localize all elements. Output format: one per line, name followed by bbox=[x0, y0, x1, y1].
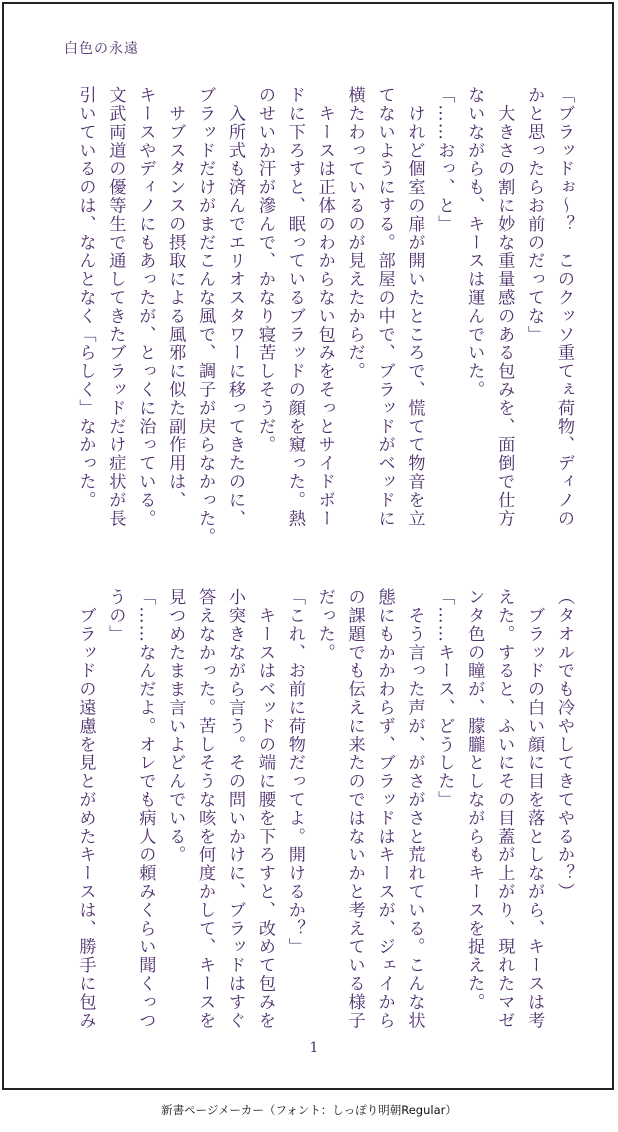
text-column: 横たわっているのが見えたからだ。 bbox=[344, 86, 365, 381]
text-column: うの」 bbox=[105, 588, 126, 644]
text-column: えた。すると、ふいにその目蓋が上がり、現れたマゼ bbox=[494, 588, 515, 1030]
text-column: ブラッドの遠慮を見とがめたキースは、勝手に包み bbox=[75, 588, 96, 1030]
text-column: だった。 bbox=[314, 588, 335, 662]
text-column: 「……なんだよ。オレでも病人の頼みくらい聞くっつ bbox=[135, 588, 156, 1030]
text-column: ドに下ろすと、眠っているブラッドの顔を窺った。熱 bbox=[284, 86, 305, 528]
text-column: てないようにする。部屋の中で、ブラッドがベッドに bbox=[374, 86, 395, 528]
text-column: のせいか汗が滲んで、かなり寝苦しそうだ。 bbox=[254, 86, 275, 454]
text-column: （タオルでも冷やしてきてやるか？） bbox=[554, 588, 574, 901]
book-title: 白色の永遠 bbox=[64, 41, 139, 57]
text-column: ンタ色の瞳が、朦朧としながらもキースを捉えた。 bbox=[464, 588, 485, 1012]
text-column: 「……おっ、と」 bbox=[434, 86, 455, 234]
text-column: 入所式も済んでエリオスタワーに移ってきたのに、 bbox=[225, 86, 246, 528]
text-column: 見つめたまま言いよどんでいる。 bbox=[165, 588, 186, 864]
lower-text-block bbox=[58, 588, 578, 1030]
footer-credit: 新書ページメーカー（フォント：しっぽり明朝Regular） bbox=[161, 1103, 457, 1117]
text-column: そう言った声が、がさがさと荒れている。こんな状 bbox=[404, 588, 425, 1030]
text-column: 小突きながら言う。その問いかけに、ブラッドはすぐ bbox=[225, 588, 246, 1030]
text-column: キースやディノにもあったが、とっくに治っている。 bbox=[135, 86, 156, 528]
text-column: キースはベッドの端に腰を下ろすと、改めて包みを bbox=[254, 588, 275, 1030]
text-column: 答えなかった。苦しそうな咳を何度かして、キースを bbox=[195, 588, 216, 1030]
text-column: 「ブラッドぉ〜？ このクッソ重てぇ荷物、ディノの bbox=[554, 86, 574, 528]
text-column: けれど個室の扉が開いたところで、慌てて物音を立 bbox=[404, 86, 425, 528]
text-column: ブラッドだけがまだこんな風で、調子が戻らなかった。 bbox=[195, 86, 216, 546]
book-page bbox=[2, 2, 614, 1090]
text-column: 態にもかかわらず、ブラッドはキースが、ジェイから bbox=[374, 588, 395, 1030]
text-column: ないながらも、キースは運んでいた。 bbox=[464, 86, 485, 399]
text-column: 大きさの割に妙な重量感のある包みを、面倒で仕方 bbox=[494, 86, 515, 528]
upper-text-block bbox=[58, 86, 578, 546]
text-column: 「……キース、どうした」 bbox=[434, 588, 455, 809]
page-number: 1 bbox=[309, 1040, 319, 1056]
text-column: サブスタンスの摂取による風邪に似た副作用は、 bbox=[165, 86, 186, 510]
text-column: キースは正体のわからない包みをそっとサイドボー bbox=[314, 86, 335, 528]
text-column: 引いているのは、なんとなく「らしく」なかった。 bbox=[75, 86, 96, 510]
text-column: ブラッドの白い顔に目を落としながら、キースは考 bbox=[524, 588, 545, 1030]
text-column: かと思ったらお前のだってな」 bbox=[524, 86, 545, 344]
text-column: 文武両道の優等生で通してきたブラッドだけ症状が長 bbox=[105, 86, 126, 528]
text-column: の課題でも伝えに来たのではないかと考えている様子 bbox=[344, 588, 365, 1030]
text-column: 「これ、お前に荷物だってよ。開けるか？」 bbox=[284, 588, 305, 956]
